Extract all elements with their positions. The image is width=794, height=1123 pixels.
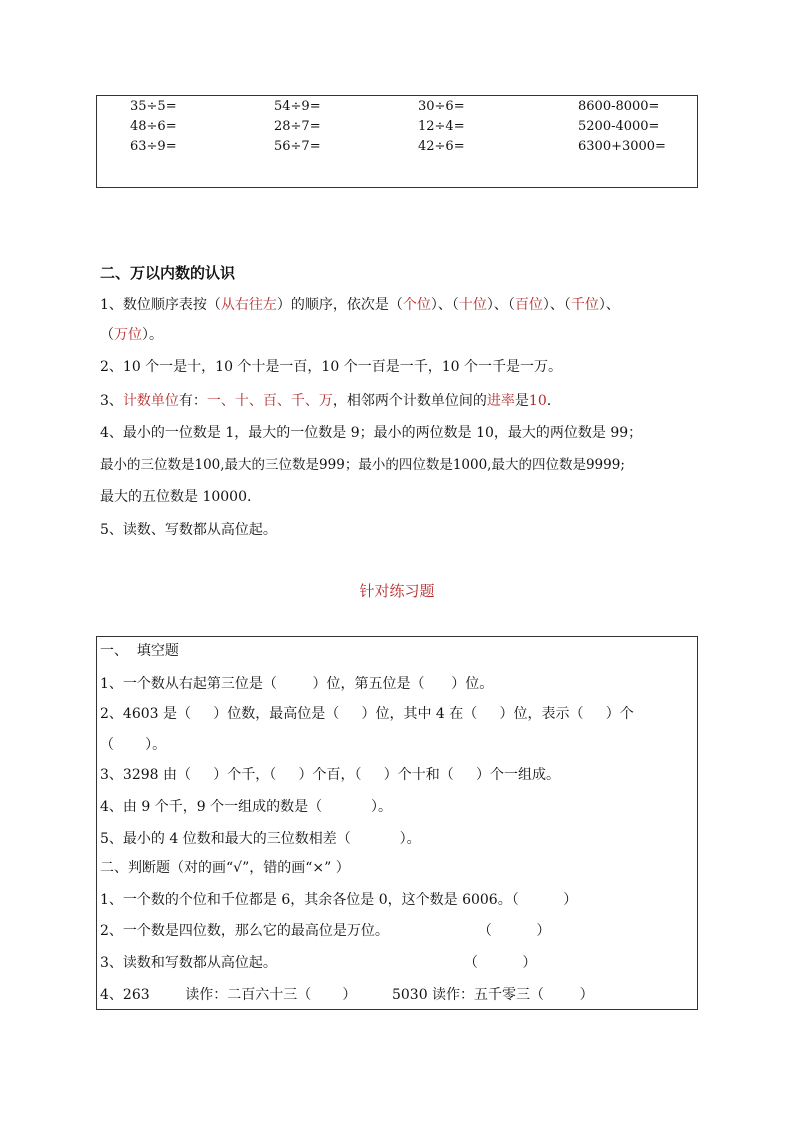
- practice-line: 二、判断题（对的画“√”，错的画“×” ）: [100, 860, 350, 876]
- text: 是: [514, 393, 529, 409]
- highlight: 进率: [486, 393, 515, 409]
- text: .: [546, 393, 552, 409]
- point-4-line-1: 4、最小的一位数是 1，最大的一位数是 9；最小的两位数是 10，最大的两位数是 99；: [100, 425, 643, 441]
- practice-line: 一、 填空题: [100, 643, 179, 659]
- text: （: [100, 327, 114, 343]
- text: ）的顺序，依次是（: [276, 297, 403, 313]
- text: ）、（: [542, 297, 571, 313]
- text: ）、（: [430, 297, 459, 313]
- highlight: 一、十、百、千、万: [206, 393, 333, 409]
- practice-line: 5、最小的 4 位数和最大的三位数相差（ ）。: [100, 831, 421, 847]
- text: ，相邻两个计数单位间的: [332, 393, 487, 409]
- text: ）。: [142, 327, 163, 343]
- practice-line: 2、4603 是（ ）位数，最高位是（ ）位，其中 4 在（ ）位，表示（ ）个: [100, 706, 634, 722]
- highlight: 从右往左: [220, 297, 277, 313]
- highlight: 个位: [402, 297, 431, 313]
- point-2: 2、10 个一是十，10 个十是一百，10 个一百是一千，10 个一千是一万。: [100, 359, 562, 375]
- point-1-line-1: [100, 295, 620, 315]
- highlight: 十位: [458, 297, 487, 313]
- section-title: 二、万以内数的认识: [100, 264, 236, 282]
- calc-item: 48÷6=: [130, 119, 177, 134]
- calc-item: 54÷9=: [274, 99, 321, 114]
- practice-line: 4、由 9 个千，9 个一组成的数是（ ）。: [100, 799, 393, 815]
- practice-line: 3、3298 由（ ）个千，（ ）个百，（ ）个十和（ ）个一组成。: [100, 767, 560, 783]
- calc-item: 56÷7=: [274, 139, 321, 154]
- highlight: 百位: [514, 297, 543, 313]
- calc-item: 28÷7=: [274, 119, 321, 134]
- point-4-line-3: 最大的五位数是 10000.: [100, 489, 252, 505]
- practice-line: 1、一个数的个位和千位都是 6，其余各位是 0，这个数是 6006。（ ）: [100, 892, 578, 908]
- practice-line: 3、读数和写数都从高位起。 （ ）: [100, 955, 537, 971]
- practice-line: 4、263 读作：二百六十三（ ） 5030 读作：五千零三（ ）: [100, 987, 594, 1003]
- highlight: 10: [528, 393, 547, 409]
- calc-item: 6300+3000=: [578, 139, 666, 154]
- calc-item: 12÷4=: [418, 119, 465, 134]
- highlight: 万位: [114, 327, 142, 343]
- practice-line: 2、一个数是四位数，那么它的最高位是万位。 （ ）: [100, 923, 551, 939]
- practice-line: 1、一个数从右起第三位是（ ）位，第五位是（ ）位。: [100, 676, 494, 692]
- practice-title: 针对练习题: [359, 582, 435, 600]
- highlight: 计数单位: [122, 393, 179, 409]
- point-4-line-2: 最小的三位数是100,最大的三位数是999；最小的四位数是1000,最大的四位数是9999;: [100, 457, 625, 473]
- text: 1、数位顺序表按（: [100, 297, 221, 313]
- highlight: 千位: [570, 297, 599, 313]
- calc-item: 42÷6=: [418, 139, 465, 154]
- text: 3、: [100, 393, 123, 409]
- calc-item: 8600-8000=: [578, 99, 660, 114]
- point-3: [100, 391, 551, 411]
- calc-item: 63÷9=: [130, 139, 177, 154]
- point-1-line-2: [100, 325, 163, 345]
- calc-item: 5200-4000=: [578, 119, 660, 134]
- calc-item: 30÷6=: [418, 99, 465, 114]
- practice-line: （ ）。: [100, 737, 167, 753]
- text: ）、: [598, 297, 620, 313]
- text: 有：: [178, 393, 207, 409]
- calc-item: 35÷5=: [130, 99, 177, 114]
- point-5: 5、读数、写数都从高位起。: [100, 522, 277, 538]
- text: ）、（: [486, 297, 515, 313]
